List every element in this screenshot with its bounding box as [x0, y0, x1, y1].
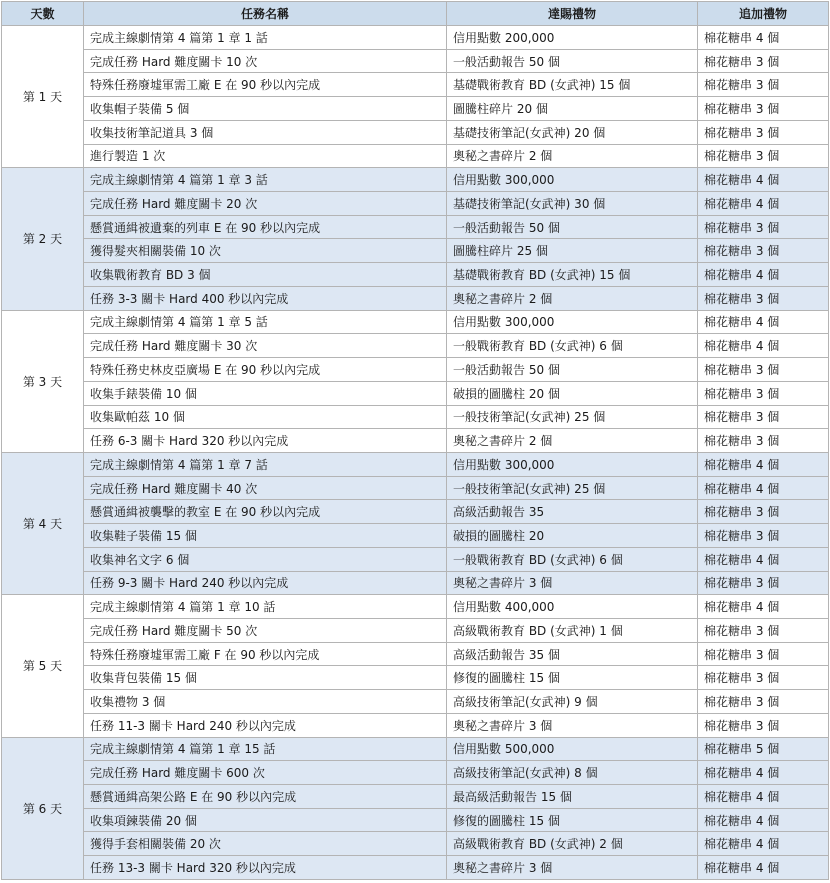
task-cell: 任務 9-3 關卡 Hard 240 秒以內完成	[84, 571, 447, 595]
task-cell: 懸賞通緝被遺棄的列車 E 在 90 秒以內完成	[84, 215, 447, 239]
table-row	[2, 642, 829, 666]
table-row	[2, 547, 829, 571]
bonus-cell: 棉花糖串 3 個	[698, 571, 829, 595]
task-cell: 懸賞通緝被襲擊的教室 E 在 90 秒以內完成	[84, 500, 447, 524]
bonus-cell: 棉花糖串 4 個	[698, 310, 829, 334]
reward-cell: 高級活動報告 35 個	[447, 642, 698, 666]
table-row	[2, 144, 829, 168]
header-row	[2, 2, 829, 26]
table-row	[2, 286, 829, 310]
bonus-cell: 棉花糖串 5 個	[698, 737, 829, 761]
reward-cell: 奧秘之書碎片 2 個	[447, 286, 698, 310]
reward-cell: 基礎戰術教育 BD (女武神) 15 個	[447, 73, 698, 97]
day-cell: 第 2 天	[2, 168, 84, 310]
table-row	[2, 334, 829, 358]
task-cell: 完成主線劇情第 4 篇第 1 章 10 話	[84, 595, 447, 619]
day-cell: 第 5 天	[2, 595, 84, 737]
bonus-cell: 棉花糖串 3 個	[698, 618, 829, 642]
reward-cell: 一般技術筆記(女武神) 25 個	[447, 476, 698, 500]
bonus-cell: 棉花糖串 3 個	[698, 524, 829, 548]
task-cell: 完成任務 Hard 難度關卡 30 次	[84, 334, 447, 358]
task-cell: 完成主線劇情第 4 篇第 1 章 5 話	[84, 310, 447, 334]
reward-cell: 圖騰柱碎片 25 個	[447, 239, 698, 263]
table-row	[2, 666, 829, 690]
header-task: 任務名稱	[84, 2, 447, 26]
bonus-cell: 棉花糖串 3 個	[698, 97, 829, 121]
reward-cell: 奧秘之書碎片 3 個	[447, 571, 698, 595]
bonus-cell: 棉花糖串 3 個	[698, 666, 829, 690]
reward-cell: 奧秘之書碎片 3 個	[447, 713, 698, 737]
bonus-cell: 棉花糖串 3 個	[698, 144, 829, 168]
reward-cell: 信用點數 300,000	[447, 168, 698, 192]
table-row	[2, 595, 829, 619]
bonus-cell: 棉花糖串 4 個	[698, 761, 829, 785]
reward-cell: 基礎戰術教育 BD (女武神) 15 個	[447, 263, 698, 287]
reward-cell: 破損的圖騰柱 20 個	[447, 381, 698, 405]
table-row	[2, 524, 829, 548]
task-cell: 收集鞋子裝備 15 個	[84, 524, 447, 548]
task-cell: 收集項鍊裝備 20 個	[84, 808, 447, 832]
table-row	[2, 49, 829, 73]
table-row	[2, 429, 829, 453]
task-cell: 完成主線劇情第 4 篇第 1 章 15 話	[84, 737, 447, 761]
reward-cell: 高級技術筆記(女武神) 9 個	[447, 690, 698, 714]
table-row	[2, 263, 829, 287]
table-row	[2, 832, 829, 856]
task-cell: 完成任務 Hard 難度關卡 40 次	[84, 476, 447, 500]
bonus-cell: 棉花糖串 4 個	[698, 452, 829, 476]
task-cell: 完成任務 Hard 難度關卡 20 次	[84, 192, 447, 216]
table-row	[2, 310, 829, 334]
task-cell: 收集技術筆記道具 3 個	[84, 120, 447, 144]
reward-cell: 破損的圖騰柱 20	[447, 524, 698, 548]
reward-cell: 信用點數 200,000	[447, 26, 698, 50]
bonus-cell: 棉花糖串 3 個	[698, 405, 829, 429]
table-body	[2, 26, 829, 880]
header-day: 天數	[2, 2, 84, 26]
bonus-cell: 棉花糖串 3 個	[698, 690, 829, 714]
table-row	[2, 120, 829, 144]
table-row	[2, 452, 829, 476]
task-cell: 特殊任務史林皮亞廣場 E 在 90 秒以內完成	[84, 358, 447, 382]
task-cell: 完成任務 Hard 難度關卡 50 次	[84, 618, 447, 642]
table-row	[2, 713, 829, 737]
table-row	[2, 476, 829, 500]
reward-cell: 一般活動報告 50 個	[447, 215, 698, 239]
bonus-cell: 棉花糖串 4 個	[698, 547, 829, 571]
task-cell: 完成任務 Hard 難度關卡 10 次	[84, 49, 447, 73]
bonus-cell: 棉花糖串 3 個	[698, 381, 829, 405]
reward-cell: 信用點數 300,000	[447, 452, 698, 476]
bonus-cell: 棉花糖串 3 個	[698, 73, 829, 97]
reward-cell: 信用點數 500,000	[447, 737, 698, 761]
table-row	[2, 856, 829, 880]
bonus-cell: 棉花糖串 4 個	[698, 856, 829, 880]
reward-cell: 奧秘之書碎片 2 個	[447, 429, 698, 453]
bonus-cell: 棉花糖串 4 個	[698, 785, 829, 809]
bonus-cell: 棉花糖串 4 個	[698, 263, 829, 287]
bonus-cell: 棉花糖串 3 個	[698, 500, 829, 524]
task-cell: 完成主線劇情第 4 篇第 1 章 3 話	[84, 168, 447, 192]
reward-cell: 一般戰術教育 BD (女武神) 6 個	[447, 334, 698, 358]
bonus-cell: 棉花糖串 4 個	[698, 334, 829, 358]
reward-cell: 高級活動報告 35	[447, 500, 698, 524]
reward-cell: 奧秘之書碎片 2 個	[447, 144, 698, 168]
table-row	[2, 26, 829, 50]
task-cell: 獲得手套相關裝備 20 次	[84, 832, 447, 856]
bonus-cell: 棉花糖串 4 個	[698, 808, 829, 832]
table-row	[2, 168, 829, 192]
table-row	[2, 761, 829, 785]
table-row	[2, 215, 829, 239]
reward-cell: 一般活動報告 50 個	[447, 358, 698, 382]
task-cell: 完成主線劇情第 4 篇第 1 章 7 話	[84, 452, 447, 476]
task-cell: 任務 3-3 關卡 Hard 400 秒以內完成	[84, 286, 447, 310]
bonus-cell: 棉花糖串 3 個	[698, 713, 829, 737]
reward-cell: 最高級活動報告 15 個	[447, 785, 698, 809]
task-cell: 收集背包裝備 15 個	[84, 666, 447, 690]
reward-cell: 高級技術筆記(女武神) 8 個	[447, 761, 698, 785]
reward-cell: 信用點數 400,000	[447, 595, 698, 619]
reward-cell: 高級戰術教育 BD (女武神) 2 個	[447, 832, 698, 856]
reward-cell: 高級戰術教育 BD (女武神) 1 個	[447, 618, 698, 642]
task-cell: 收集禮物 3 個	[84, 690, 447, 714]
reward-cell: 信用點數 300,000	[447, 310, 698, 334]
day-cell: 第 1 天	[2, 26, 84, 168]
task-cell: 任務 13-3 關卡 Hard 320 秒以內完成	[84, 856, 447, 880]
bonus-cell: 棉花糖串 4 個	[698, 476, 829, 500]
reward-cell: 修復的圖騰柱 15 個	[447, 666, 698, 690]
task-cell: 特殊任務廢墟軍需工廠 E 在 90 秒以內完成	[84, 73, 447, 97]
reward-cell: 修復的圖騰柱 15 個	[447, 808, 698, 832]
reward-cell: 奧秘之書碎片 3 個	[447, 856, 698, 880]
table-row	[2, 405, 829, 429]
table-row	[2, 737, 829, 761]
task-cell: 收集帽子裝備 5 個	[84, 97, 447, 121]
header-bonus: 追加禮物	[698, 2, 829, 26]
table-row	[2, 192, 829, 216]
table-row	[2, 785, 829, 809]
task-cell: 收集歐帕茲 10 個	[84, 405, 447, 429]
task-cell: 懸賞通緝高架公路 E 在 90 秒以內完成	[84, 785, 447, 809]
table-row	[2, 690, 829, 714]
task-cell: 進行製造 1 次	[84, 144, 447, 168]
bonus-cell: 棉花糖串 3 個	[698, 429, 829, 453]
day-cell: 第 4 天	[2, 452, 84, 594]
table-row	[2, 73, 829, 97]
task-cell: 完成主線劇情第 4 篇第 1 章 1 話	[84, 26, 447, 50]
bonus-cell: 棉花糖串 4 個	[698, 168, 829, 192]
bonus-cell: 棉花糖串 3 個	[698, 239, 829, 263]
bonus-cell: 棉花糖串 3 個	[698, 120, 829, 144]
mission-rewards-table	[1, 1, 829, 880]
table-row	[2, 381, 829, 405]
reward-cell: 一般技術筆記(女武神) 25 個	[447, 405, 698, 429]
reward-cell: 基礎技術筆記(女武神) 20 個	[447, 120, 698, 144]
day-cell: 第 3 天	[2, 310, 84, 452]
table-row	[2, 358, 829, 382]
table-row	[2, 618, 829, 642]
reward-cell: 一般活動報告 50 個	[447, 49, 698, 73]
task-cell: 任務 11-3 關卡 Hard 240 秒以內完成	[84, 713, 447, 737]
task-cell: 完成任務 Hard 難度關卡 600 次	[84, 761, 447, 785]
bonus-cell: 棉花糖串 3 個	[698, 286, 829, 310]
header-reward: 達賜禮物	[447, 2, 698, 26]
reward-cell: 一般戰術教育 BD (女武神) 6 個	[447, 547, 698, 571]
bonus-cell: 棉花糖串 4 個	[698, 26, 829, 50]
task-cell: 任務 6-3 關卡 Hard 320 秒以內完成	[84, 429, 447, 453]
task-cell: 獲得髮夾相關裝備 10 次	[84, 239, 447, 263]
bonus-cell: 棉花糖串 3 個	[698, 358, 829, 382]
bonus-cell: 棉花糖串 4 個	[698, 192, 829, 216]
table-row	[2, 97, 829, 121]
task-cell: 收集神名文字 6 個	[84, 547, 447, 571]
bonus-cell: 棉花糖串 3 個	[698, 215, 829, 239]
bonus-cell: 棉花糖串 3 個	[698, 642, 829, 666]
bonus-cell: 棉花糖串 3 個	[698, 49, 829, 73]
task-cell: 收集手錶裝備 10 個	[84, 381, 447, 405]
table-row	[2, 500, 829, 524]
reward-cell: 圖騰柱碎片 20 個	[447, 97, 698, 121]
reward-cell: 基礎技術筆記(女武神) 30 個	[447, 192, 698, 216]
day-cell: 第 6 天	[2, 737, 84, 879]
task-cell: 收集戰術教育 BD 3 個	[84, 263, 447, 287]
task-cell: 特殊任務廢墟軍需工廠 F 在 90 秒以內完成	[84, 642, 447, 666]
bonus-cell: 棉花糖串 4 個	[698, 832, 829, 856]
bonus-cell: 棉花糖串 4 個	[698, 595, 829, 619]
table-row	[2, 571, 829, 595]
table-row	[2, 808, 829, 832]
table-row	[2, 239, 829, 263]
